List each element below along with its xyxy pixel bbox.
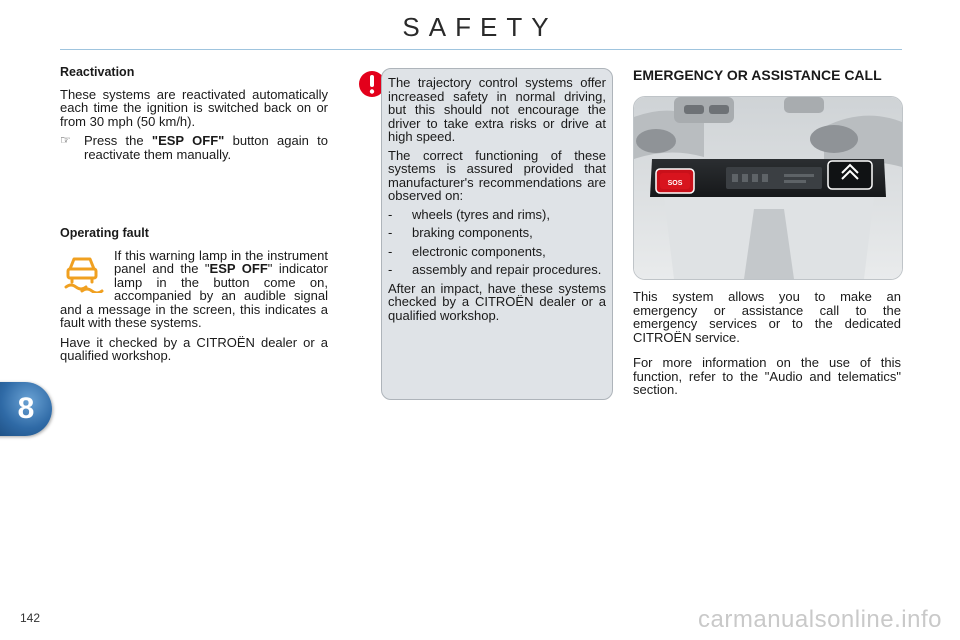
- instruction-text-start: Press the: [84, 133, 152, 148]
- warning-paragraph-2: The correct functioning of these systems is assured provided that manufacturer's recommendations are observed on:: [388, 147, 606, 203]
- esp-off-button-label: "ESP OFF": [151, 133, 225, 148]
- title-divider: [60, 49, 902, 50]
- operating-fault-section: [60, 227, 328, 369]
- reactivation-instruction: [60, 134, 328, 161]
- list-item: - wheels (tyres and rims),: [388, 208, 606, 222]
- fault-text-start: If this warning lamp in the instrument panel and the ": [114, 247, 328, 276]
- maintenance-list: [388, 208, 606, 277]
- reactivation-heading: Reactivation: [60, 65, 135, 79]
- instruction-text-end: button again to reactivate them manually.: [84, 133, 328, 162]
- list-item: - braking components,: [388, 226, 606, 240]
- emergency-call-section: [633, 68, 901, 409]
- reactivation-paragraph: These systems are reactivated automatically each time the ignition is switched back on or from 30 mph (50 km/h).: [60, 86, 328, 129]
- fault-text-end: " indicator lamp in the button come on, accompanied by an audible signal and a message in the screen, this indicates a fault with these systems.: [60, 261, 328, 330]
- emergency-call-heading: EMERGENCY OR ASSISTANCE CALL: [633, 67, 882, 83]
- emergency-paragraph-1: This system allows you to make an emergency or assistance call to the emergency services or to the dedicated CITROËN service.: [633, 289, 901, 345]
- page-title: SAFETY: [402, 12, 558, 42]
- warning-paragraph-3: After an impact, have these systems checked by a CITROËN dealer or a qualified workshop.: [388, 280, 606, 323]
- list-item-text: electronic components,: [412, 243, 546, 259]
- esp-off-indicator-label: ESP OFF: [209, 261, 268, 276]
- chapter-tab[interactable]: 8: [0, 382, 52, 436]
- watermark: carmanualsonline.info: [698, 606, 942, 633]
- reactivation-section: [60, 66, 328, 167]
- warning-box: [381, 68, 613, 400]
- operating-fault-heading: Operating fault: [60, 226, 149, 240]
- console-photo: [633, 96, 903, 280]
- list-item: - assembly and repair procedures.: [388, 263, 606, 277]
- list-item: - electronic components,: [388, 245, 606, 259]
- list-item-text: braking components,: [412, 225, 533, 240]
- page-number: 142: [20, 611, 41, 625]
- pointing-hand-icon: ☞: [60, 133, 71, 147]
- reactivation-instruction-text: [84, 134, 328, 161]
- sos-label: SOS: [667, 180, 683, 187]
- list-item-text: wheels (tyres and rims),: [412, 206, 550, 222]
- esp-warning-lamp-icon: [60, 249, 104, 293]
- list-item-text: assembly and repair procedures.: [412, 262, 602, 277]
- warning-paragraph-1: The trajectory control systems offer increased safety in normal driving, but this should not encourage the driver to take extra risks or drive at high speed.: [388, 75, 606, 144]
- emergency-paragraph-2: For more information on the use of this function, refer to the "Audio and telematics" section.: [633, 355, 901, 397]
- fault-check-paragraph: Have it checked by a CITROËN dealer or a qualified workshop.: [60, 334, 328, 363]
